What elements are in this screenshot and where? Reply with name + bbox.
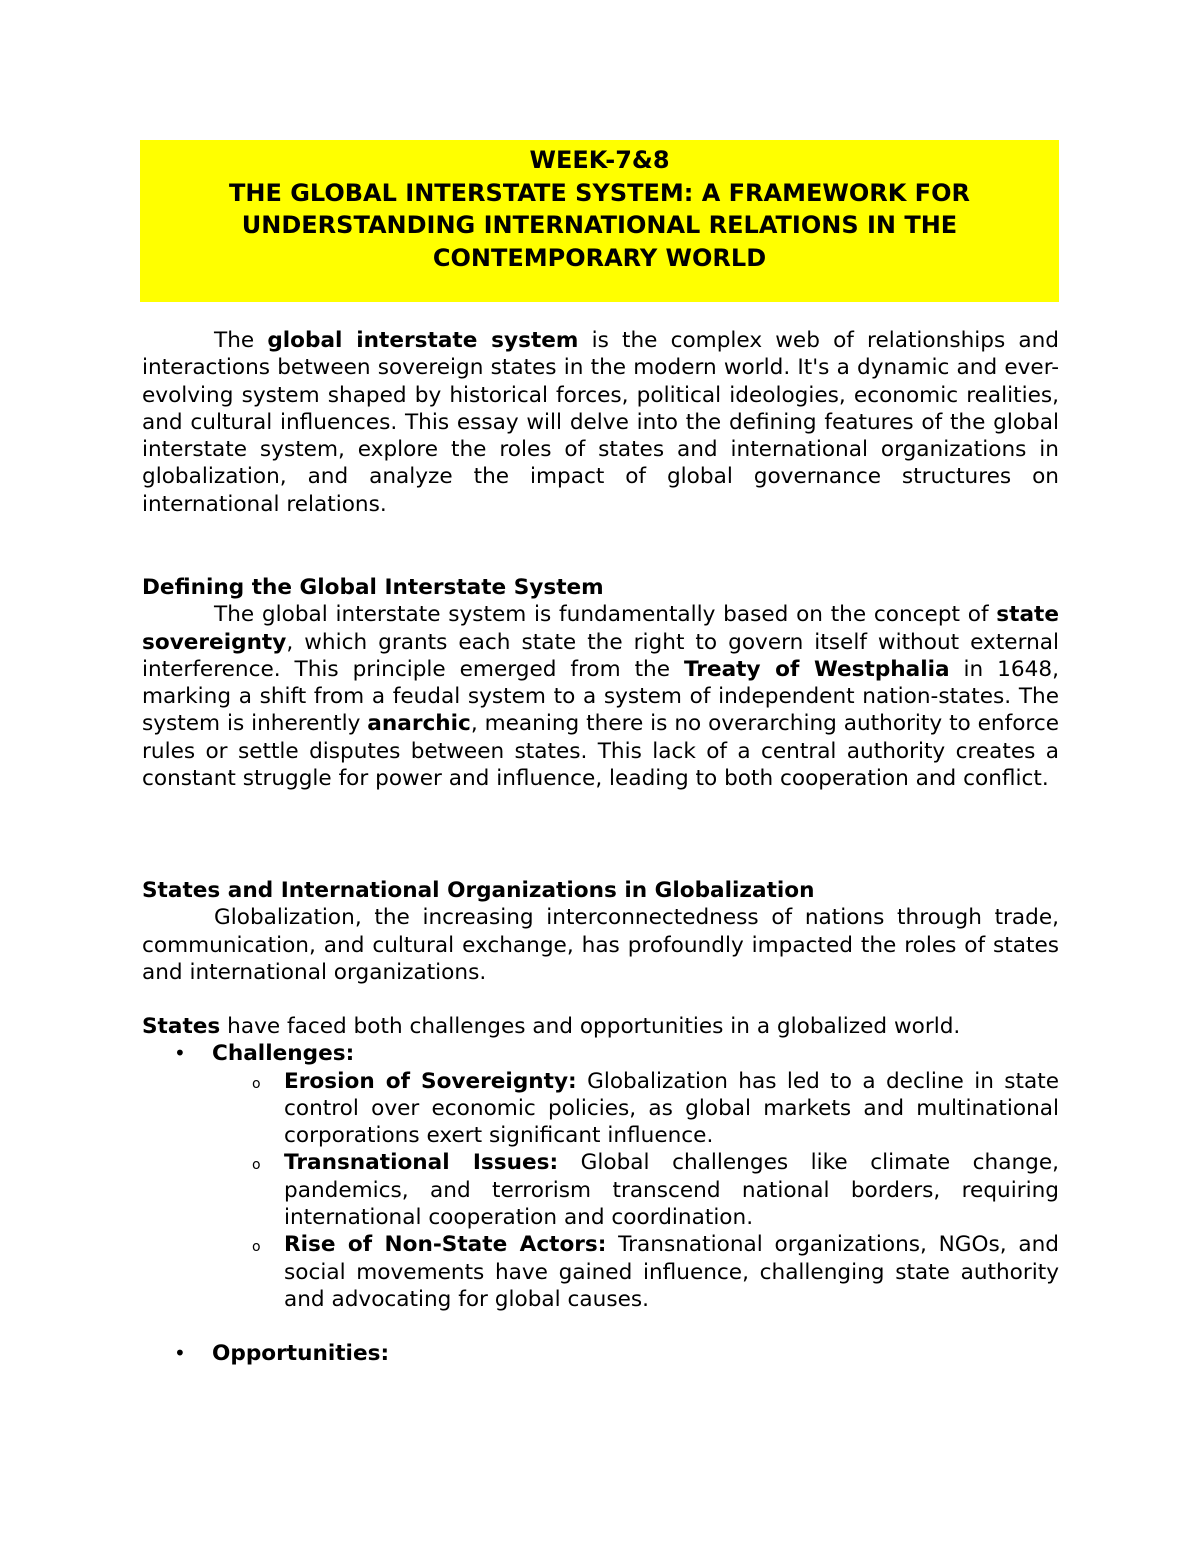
term-state-sovereignty: state sovereignty	[142, 602, 1059, 655]
defining-text-1: The global interstate system is fundamentally based on the concept of	[214, 602, 997, 628]
intro-rest: is the complex web of relationships and interactions between sovereign states in the modern world. It's a dynamic and ever-evolving system shaped by historical forces, political ideologies, economic realities, and cultural influences. This essay will delve into the defining features of the global interstate system, explore the roles of states and international organizations in globalization, and analyze the impact of global governance structures on international relations.	[142, 328, 1059, 517]
bullet-opportunities	[142, 1340, 1059, 1367]
title-line-1: THE GLOBAL INTERSTATE SYSTEM: A FRAMEWORK FOR	[229, 178, 970, 207]
intro-block	[142, 327, 1059, 518]
bullet-icon: •	[174, 1041, 186, 1066]
circle-bullet-icon: o	[252, 1157, 261, 1174]
section-heading-globalization: States and International Organizations in Globalization	[142, 878, 815, 903]
intro-paragraph	[142, 327, 1059, 518]
section-heading-defining: Defining the Global Interstate System	[142, 575, 604, 600]
circle-bullet-icon: o	[252, 1075, 261, 1092]
bullet-icon: •	[174, 1341, 186, 1366]
globalization-paragraph: Globalization, the increasing interconnectedness of nations through trade, communication, and cultural exchange, has profoundly impacted the roles of states and international organizations.	[142, 905, 1059, 985]
intro-lead: The	[214, 328, 268, 353]
section-globalization	[142, 877, 1059, 986]
bullet-challenges	[142, 1040, 1059, 1067]
item-text: Transnational organizations, NGOs, and social movements have gained influence, challenging state authority and advocating for global causes.	[284, 1232, 1059, 1312]
title-line-2: UNDERSTANDING INTERNATIONAL RELATIONS IN THE	[241, 211, 958, 239]
item-label: Erosion of Sovereignty:	[284, 1068, 577, 1094]
list-item	[142, 1149, 1059, 1231]
item-label: Rise of Non-State Actors:	[284, 1232, 607, 1258]
states-intro-rest: have faced both challenges and opportunities in a globalized world.	[220, 1014, 961, 1039]
title-line-3: CONTEMPORARY WORLD	[432, 243, 767, 272]
intro-term: global interstate system	[267, 328, 579, 353]
item-text: Globalization has led to a decline in state control over economic policies, as global markets and multinational corporations exert significant influence.	[284, 1068, 1059, 1149]
item-label: Transnational Issues:	[284, 1150, 559, 1176]
list-item	[142, 1068, 1059, 1150]
list-item	[142, 1231, 1059, 1313]
states-intro	[142, 1013, 1059, 1040]
states-block	[142, 1013, 1059, 1368]
title-banner	[140, 140, 1059, 302]
defining-text-2: , which grants each state the right to govern itself without external interference. This principle emerged from the	[142, 629, 1059, 682]
defining-paragraph	[142, 601, 1059, 792]
term-treaty-westphalia: Treaty of Westphalia	[683, 656, 950, 682]
circle-bullet-icon: o	[252, 1239, 261, 1256]
challenges-label: Challenges:	[212, 1041, 355, 1067]
term-states: States	[142, 1014, 221, 1039]
term-anarchic: anarchic	[367, 711, 471, 737]
section-defining	[142, 574, 1059, 792]
week-label: WEEK-7&8	[529, 146, 670, 174]
opportunities-label: Opportunities:	[212, 1341, 390, 1367]
defining-text-3: in 1648, marking a shift from a feudal system to a system of independent nation-states. The system is inherently	[142, 656, 1059, 737]
spacer	[142, 1313, 1059, 1340]
defining-text-4: , meaning there is no overarching authority to enforce rules or settle disputes between states. This lack of a central authority creates a constant struggle for power and influence, leading to both cooperation and conflict.	[142, 711, 1059, 792]
item-text: Global challenges like climate change, pandemics, and terrorism transcend national borders, requiring international cooperation and coordination.	[284, 1150, 1059, 1231]
